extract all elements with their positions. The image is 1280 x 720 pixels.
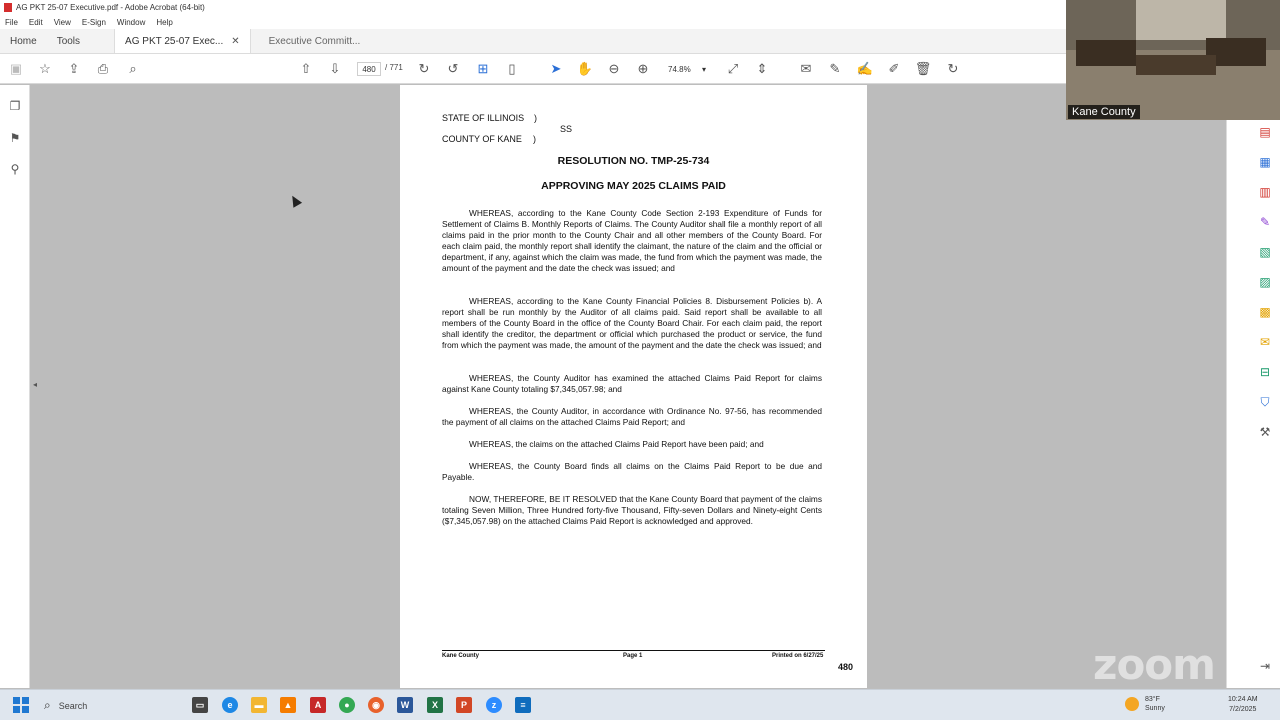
tab-other-document[interactable] — [259, 29, 371, 53]
previous-page-icon[interactable]: ⇧ — [300, 61, 312, 76]
video-feed — [1066, 0, 1280, 120]
hand-tool-icon[interactable]: ✋ — [576, 61, 594, 76]
file-explorer-icon[interactable]: ▬ — [251, 697, 267, 713]
next-page-icon[interactable]: ⇩ — [329, 61, 341, 76]
attachments-icon[interactable]: ⚲ — [10, 162, 20, 176]
page-thumbnails-icon[interactable]: ❐ — [9, 99, 21, 113]
upload-cloud-icon[interactable]: ⇪ — [68, 61, 80, 76]
footer-rule — [442, 650, 825, 651]
resolution-title: APPROVING MAY 2025 CLAIMS PAID — [541, 180, 726, 192]
toolbar — [0, 54, 1066, 84]
bookmarks-icon[interactable]: ⚑ — [9, 131, 21, 145]
edit-pdf-icon[interactable]: ▥ — [1259, 185, 1271, 199]
fill-sign-icon[interactable]: ✐ — [888, 61, 900, 76]
clock-date: 7/2/2025 — [1229, 706, 1257, 713]
chevron-down-icon: ▾ — [701, 64, 706, 74]
calculator-icon[interactable]: ≡ — [515, 697, 531, 713]
page-view-icon[interactable]: ▯ — [508, 61, 516, 76]
export-pdf-icon[interactable]: ▤ — [1259, 125, 1271, 139]
menu-file[interactable]: File — [5, 17, 18, 27]
clock-time: 10:24 AM — [1228, 696, 1258, 703]
paren: ) — [533, 134, 536, 144]
ss-mark: SS — [560, 124, 573, 134]
paren: ) — [534, 113, 537, 123]
fit-width-icon[interactable]: ⤢ — [727, 61, 739, 76]
left-navigation-rail — [0, 85, 30, 688]
fit-page-icon[interactable]: ⊞ — [477, 61, 489, 76]
search-icon[interactable]: ⌕ — [129, 61, 137, 76]
expand-panel-icon[interactable]: ⇥ — [1259, 659, 1271, 673]
create-pdf-icon[interactable]: ▦ — [1259, 155, 1271, 169]
combine-files-icon[interactable]: ▨ — [1259, 275, 1271, 289]
resolution-number: RESOLUTION NO. TMP-25-734 — [557, 155, 710, 167]
bookmark-star-icon[interactable]: ☆ — [39, 61, 51, 76]
zoom-app-icon[interactable]: z — [486, 697, 502, 713]
right-tools-rail — [1226, 120, 1280, 688]
organize-pages-icon[interactable]: ▧ — [1259, 245, 1271, 259]
state-line: STATE OF ILLINOIS — [442, 113, 525, 123]
rotate-counterclockwise-icon[interactable]: ↺ — [447, 61, 459, 76]
redo-icon[interactable]: ↻ — [947, 61, 959, 76]
menu-view[interactable]: View — [53, 17, 71, 27]
scroll-mode-icon[interactable]: ⇕ — [756, 61, 768, 76]
weather-description: Sunny — [1145, 705, 1165, 712]
video-participant-label: Kane County — [1068, 105, 1140, 119]
system-clock[interactable] — [1228, 695, 1258, 715]
taskbar-search-placeholder: Search — [58, 700, 88, 711]
footer-page: Page 1 — [623, 653, 643, 659]
rotate-clockwise-icon[interactable]: ↻ — [418, 61, 430, 76]
zoom-in-icon[interactable]: ⊕ — [637, 61, 649, 76]
video-scene-wall — [1136, 0, 1226, 40]
paragraph-4: WHEREAS, the County Auditor, in accordance with Ordinance No. 97-56, has recommended the payment of all claims on the attached Claims Paid Report; and — [442, 406, 822, 427]
county-line: COUNTY OF KANE — [442, 134, 522, 144]
scan-ocr-icon[interactable]: ⊟ — [1259, 365, 1271, 379]
tab-other-document-label: Executive Committ... — [268, 35, 361, 47]
title-bar — [0, 0, 1066, 15]
vlc-icon[interactable]: ▲ — [280, 697, 296, 713]
more-tools-icon[interactable]: ⚒ — [1259, 425, 1271, 439]
acrobat-icon — [4, 3, 12, 12]
paragraph-5: WHEREAS, the claims on the attached Claims Paid Report have been paid; and — [469, 439, 764, 449]
tab-active-document-label: AG PKT 25-07 Exec... — [125, 35, 224, 47]
task-view-icon[interactable]: ▭ — [192, 697, 208, 713]
highlight-pen-icon[interactable]: ✎ — [829, 61, 841, 76]
tab-bar — [0, 29, 1066, 54]
zoom-out-icon[interactable]: ⊖ — [608, 61, 620, 76]
edge-browser-icon[interactable]: e — [222, 697, 238, 713]
zoom-level-select[interactable] — [662, 62, 712, 76]
taskbar-search[interactable] — [40, 695, 185, 716]
paragraph-2: WHEREAS, according to the Kane County Financial Policies 8. Disbursement Policies b). A report shall be run monthly by the Auditor of all claims paid. Said report shall be available to all members of the County Board in the office of the County Board Chair. For each claim paid, the report shall identify the creditor, the department or official which purchased the product or service, the fund from which the payment was made, the amount of the payment and the date the check was issued; and — [442, 296, 822, 350]
footer-printed: Printed on 6/27/25 — [772, 653, 824, 659]
acrobat-taskbar-icon[interactable]: A — [310, 697, 326, 713]
sun-icon — [1125, 697, 1139, 711]
select-cursor-icon[interactable]: ➤ — [550, 61, 562, 76]
chrome-icon[interactable]: ● — [339, 697, 355, 713]
tab-active-document[interactable] — [114, 29, 251, 53]
weather-widget[interactable] — [1125, 695, 1165, 713]
menu-edit[interactable]: Edit — [28, 17, 43, 27]
menu-help[interactable]: Help — [156, 17, 173, 27]
paragraph-1: WHEREAS, according to the Kane County Code Section 2-193 Expenditure of Funds for Settlement of Claims B. Monthly Reports of Claims. The County Auditor shall file a monthly report of all claims paid in the prior month to the County Chair and all other members of the County Board. For each claim paid, the monthly report shall identify the claimant, the nature of the claim and the official or department, if any, against which the claim was made, the fund from which the payment was made, the amount of the payment and the date the check was issued; and — [442, 208, 822, 273]
page-total: / 771 — [385, 63, 403, 72]
print-icon[interactable]: ⎙ — [97, 61, 109, 76]
menu-bar — [0, 15, 1066, 29]
paragraph-3: WHEREAS, the County Auditor has examined the attached Claims Paid Report for claims against Kane County totaling $7,345,057.98; and — [442, 373, 822, 394]
protect-icon[interactable]: ⛉ — [1260, 394, 1270, 409]
delete-icon[interactable]: 🗑 — [914, 61, 932, 76]
video-scene-desk — [1076, 40, 1136, 66]
menu-esign[interactable]: E-Sign — [81, 17, 106, 27]
menu-window[interactable]: Window — [116, 17, 146, 27]
zoom-level-value: 74.8% — [668, 64, 691, 74]
request-signatures-icon[interactable]: ▩ — [1259, 305, 1271, 319]
powerpoint-icon[interactable]: P — [456, 697, 472, 713]
excel-icon[interactable]: X — [427, 697, 443, 713]
save-icon[interactable]: ▣ — [9, 61, 23, 76]
windows-taskbar — [0, 689, 1280, 720]
word-icon[interactable]: W — [397, 697, 413, 713]
weather-temperature: 83°F — [1145, 696, 1160, 703]
paragraph-6: WHEREAS, the County Board finds all claims on the Claims Paid Report to be due and Payable. — [442, 461, 822, 482]
page-number-stamp: 480 — [838, 662, 854, 672]
paragraph-7: NOW, THEREFORE, BE IT RESOLVED that the Kane County Board that payment of the claims totaling Seven Million, Three Hundred forty-five Thousand, Fifty-seven Dollars and Ninety-eight Cents ($7,345,057.98) on the attached Claims Paid Report is acknowledged and approved. — [442, 494, 822, 526]
window-title: AG PKT 25-07 Executive.pdf - Adobe Acrobat (64-bit) — [16, 3, 205, 12]
footer-left: Kane County — [442, 653, 480, 659]
zoom-watermark: zoom — [1093, 640, 1215, 689]
page-number-input[interactable]: 480 — [357, 62, 381, 76]
sign-icon[interactable]: ✍ — [856, 61, 874, 76]
pdf-page — [400, 85, 867, 688]
comment-tool-icon[interactable]: ✉ — [1259, 335, 1271, 349]
tab-tools[interactable]: Tools — [56, 35, 81, 47]
video-scene-desk — [1136, 55, 1216, 75]
collapse-left-pane-icon[interactable]: ◂ — [33, 380, 38, 389]
firefox-icon[interactable]: ◉ — [368, 697, 384, 713]
search-icon: ⌕ — [44, 698, 51, 712]
fill-sign-tool-icon[interactable]: ✎ — [1259, 215, 1271, 229]
tab-home[interactable]: Home — [10, 35, 37, 47]
close-tab-icon[interactable]: ✕ — [231, 35, 240, 47]
comment-icon[interactable]: ✉ — [800, 61, 812, 76]
windows-start-icon[interactable] — [13, 697, 29, 713]
